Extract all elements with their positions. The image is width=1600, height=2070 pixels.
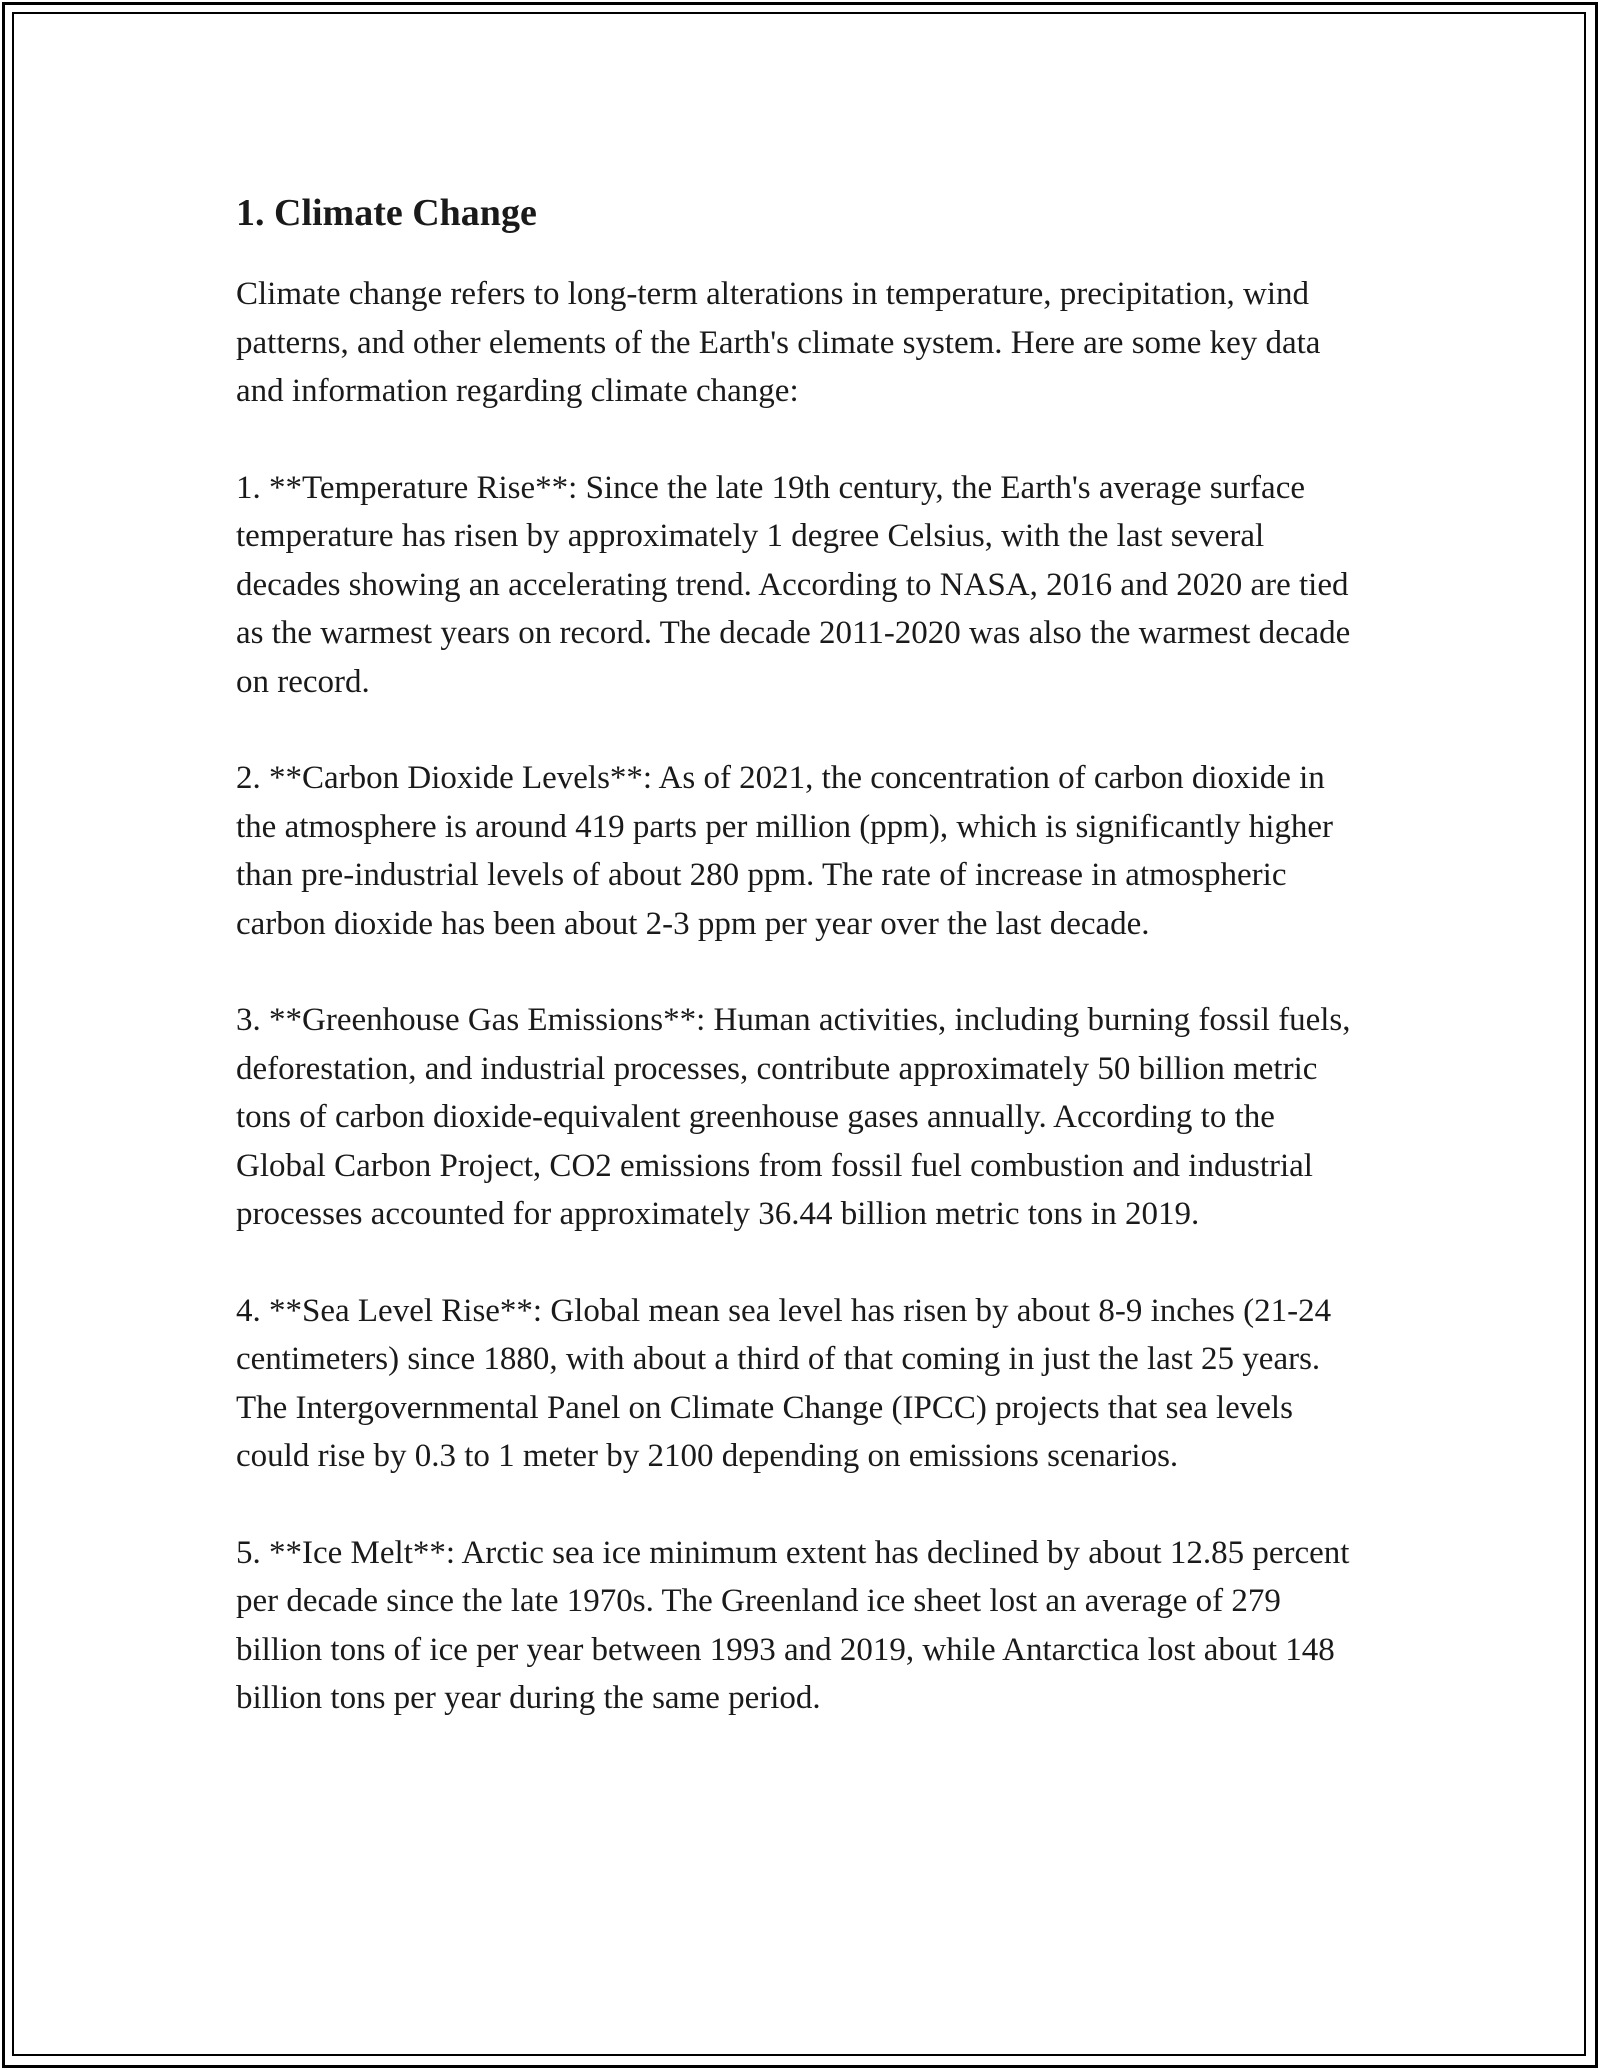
item-sea-level-rise: 4. **Sea Level Rise**: Global mean sea level has risen by about 8-9 inches (21-24 centimeters) since 1880, with about a third of that coming in just the last 25 years. The Intergovernmental Panel on Climate Change (IPCC) projects that sea levels could rise by 0.3 to 1 meter by 2100 depending on emissions scenarios. — [236, 1292, 1332, 1474]
item-ice-melt: 5. **Ice Melt**: Arctic sea ice minimum extent has declined by about 12.85 percent per decade since the late 1970s. The Greenland ice sheet lost an average of 279 billion tons of ice per year between 1993 and 2019, while Antarctica lost about 148 billion tons per year during the same period. — [236, 1534, 1350, 1716]
item-carbon-dioxide-levels: 2. **Carbon Dioxide Levels**: As of 2021, the concentration of carbon dioxide in the atmosphere is around 419 parts per million (ppm), which is significantly higher than pre-industrial levels of about 280 ppm. The rate of increase in atmospheric carbon dioxide has been about 2-3 ppm per year over the last decade. — [236, 760, 1334, 942]
item-temperature-rise: 1. **Temperature Rise**: Since the late 19th century, the Earth's average surface temperature has risen by approximately 1 degree Celsius, with the last several decades showing an accelerating trend. According to NASA, 2016 and 2020 are tied as the warmest years on record. The decade 2011-2020 was also the warmest decade on record. — [236, 469, 1351, 700]
section-heading: 1. Climate Change — [236, 192, 537, 234]
item-greenhouse-gas-emissions: 3. **Greenhouse Gas Emissions**: Human activities, including burning fossil fuels, deforestation, and industrial processes, contribute approximately 50 billion metric tons of carbon dioxide-equivalent greenhouse gases annually. According to the Global Carbon Project, CO2 emissions from fossil fuel combustion and industrial processes accounted for approximately 36.44 billion metric tons in 2019. — [236, 1002, 1351, 1232]
document-body — [236, 186, 1371, 1771]
intro-paragraph: Climate change refers to long-term alterations in temperature, precipitation, wind patterns, and other elements of the Earth's climate system. Here are some key data and information regarding climate change: — [236, 276, 1321, 409]
